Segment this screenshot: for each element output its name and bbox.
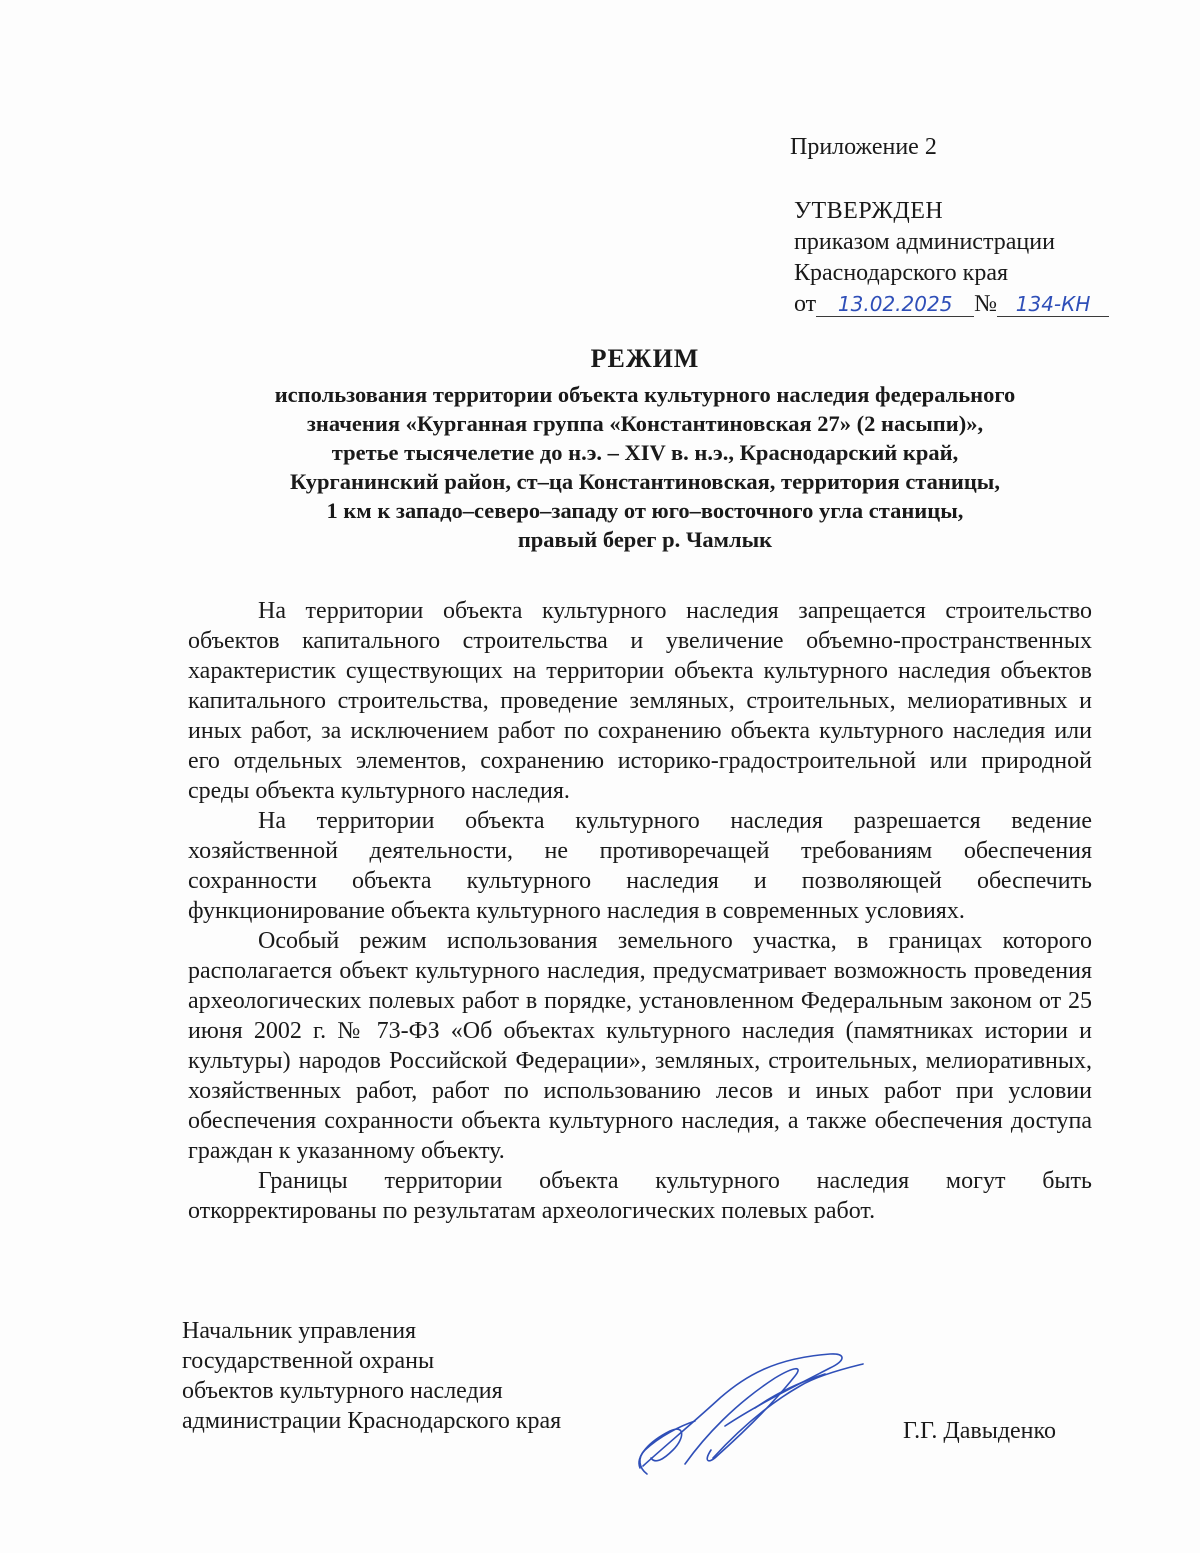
- approval-line-2: Краснодарского края: [794, 260, 1009, 286]
- document-heading: [180, 342, 1110, 554]
- approval-stamp-block: [794, 196, 1109, 320]
- number-prefix: №: [974, 291, 998, 317]
- date-prefix: от: [794, 291, 817, 317]
- heading-line: третье тысячелетие до н.э. – XIV в. н.э., Краснодарский край,: [331, 440, 959, 465]
- position-line: администрации Краснодарского края: [182, 1408, 562, 1434]
- handwritten-date: 13.02.2025: [816, 292, 974, 317]
- approval-title: УТВЕРЖДЕН: [794, 198, 944, 224]
- body-paragraph: На территории объекта культурного наследия запрещается строительство объектов капитального строительства и увеличение объемно-пространственных характеристик существующих на территории объекта культурного наследия объектов капитального строительства, проведение земляных, строительных, мелиоративных и иных работ, за исключением работ по сохранению объекта культурного наследия или его отдельных элементов, сохранению историко-градостроительной или природной среды объекта культурного наследия.: [188, 598, 1092, 804]
- heading-line: значения «Курганная группа «Константиновская 27» (2 насыпи)»,: [306, 411, 984, 436]
- body-paragraph: Границы территории объекта культурного наследия могут быть откорректированы по результатам археологических полевых работ.: [188, 1168, 1092, 1224]
- signatory-position: [182, 1316, 561, 1436]
- body-paragraph: Особый режим использования земельного участка, в границах которого располагается объект культурного наследия, предусматривает возможность проведения археологических полевых работ в порядке, установленном Федеральным законом от 25 июня 2002 г. № 73-ФЗ «Об объектах культурного наследия (памятниках истории и культуры) народов Российской Федерации», земляных, строительных, мелиоративных, хозяйственных работ, работ по использованию лесов и иных работ при условии обеспечения сохранности объекта культурного наследия, а также обеспечения доступа граждан к указанному объекту.: [188, 928, 1092, 1164]
- order-reference: [794, 289, 1109, 320]
- position-line: государственной охраны: [182, 1348, 435, 1374]
- signatory-name: Г.Г. Давыденко: [903, 1418, 1056, 1444]
- approval-line-1: приказом администрации: [794, 229, 1055, 255]
- appendix-label: Приложение 2: [790, 134, 937, 160]
- handwritten-number: 134-КН: [997, 292, 1109, 317]
- heading-line: 1 км к западо–северо–западу от юго–восточного угла станицы,: [326, 498, 964, 523]
- heading-line: Курганинский район, ст–ца Константиновская, территория станицы,: [290, 469, 1000, 494]
- handwritten-signature: [625, 1346, 865, 1476]
- body-paragraph: На территории объекта культурного наследия разрешается ведение хозяйственной деятельности, не противоречащей требованиям обеспечения сохранности объекта культурного наследия и позволяющей обеспечить функционирование объекта культурного наследия в современных условиях.: [188, 808, 1092, 924]
- heading-title: РЕЖИМ: [590, 344, 700, 373]
- position-line: объектов культурного наследия: [182, 1378, 503, 1404]
- heading-line: использования территории объекта культурного наследия федерального: [274, 382, 1016, 407]
- document-body: [188, 596, 1092, 1226]
- position-line: Начальник управления: [182, 1318, 417, 1344]
- heading-line: правый берег р. Чамлык: [517, 527, 773, 552]
